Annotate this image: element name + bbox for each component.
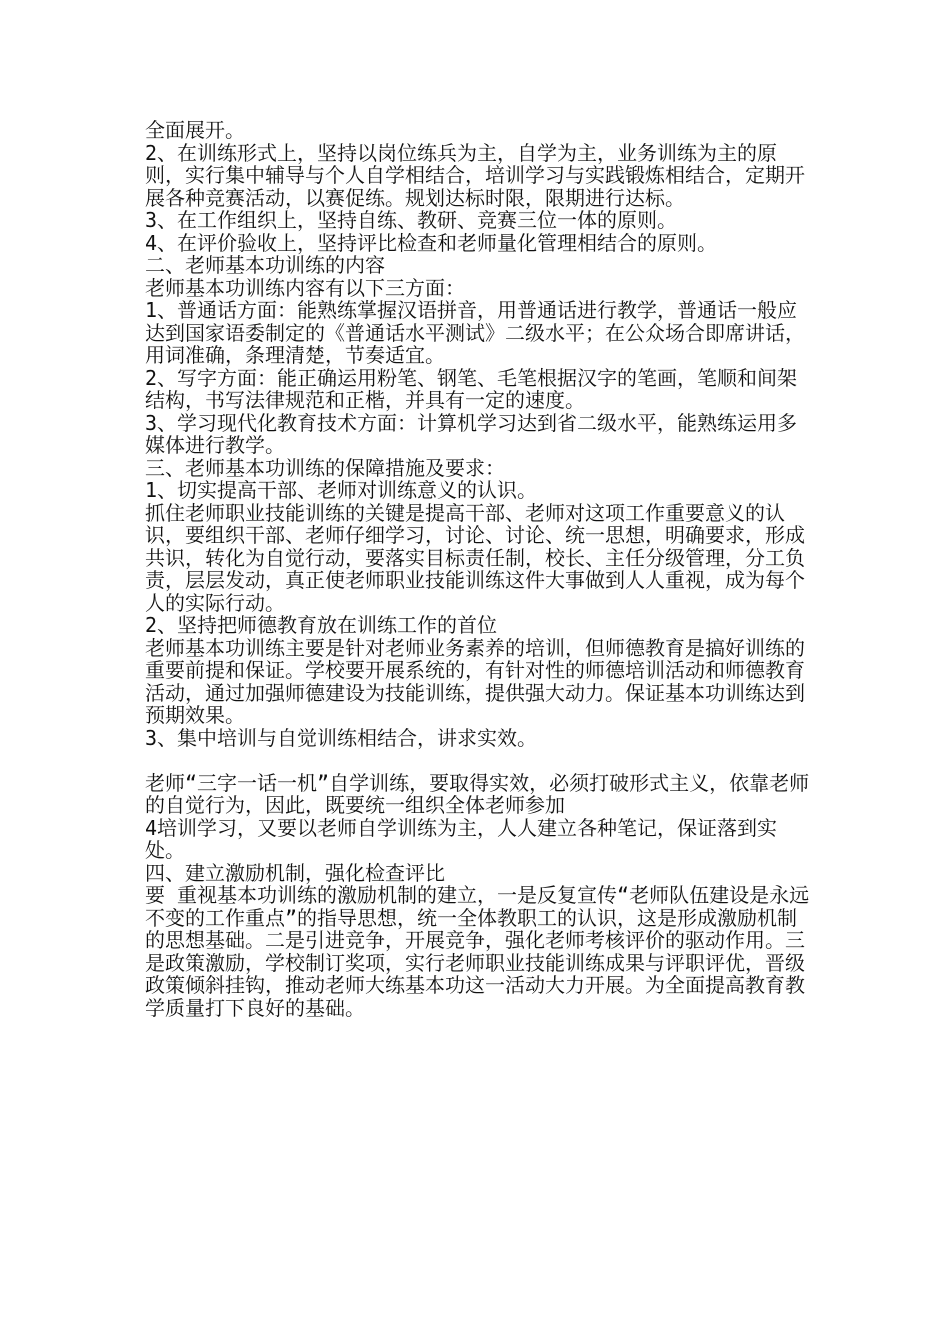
paragraph: 4培训学习，又要以老师自学训练为主，人人建立各种笔记，保证落到实处。 [145, 815, 778, 862]
section-heading: 四、建立激励机制，强化检查评比 [145, 860, 445, 885]
blank-line [145, 749, 810, 772]
paragraph: 老师基本功训练主要是针对老师业务素养的培训，但师德教育是搞好训练的重要前提和保证。学校要开展系统的，有针对性的师德培训活动和师德教育活动，通过加强师德建设为技能训练，提供强大动力。保证基本功训练达到预期效果。 [145, 635, 805, 727]
paragraph: 3、在工作组织上，坚持自练、教研、竞赛三位一体的原则。 [145, 208, 678, 232]
paragraph: 3、学习现代化教育技术方面：计算机学习达到省二级水平，能熟练运用多媒体进行教学。 [145, 410, 798, 457]
paragraph: 2、写字方面：能正确运用粉笔、钢笔、毛笔根据汉字的笔画，笔顺和间架结构，书写法律规范和正楷，并具有一定的速度。 [145, 365, 798, 412]
paragraph: 老师“三字一话一机”自学训练，要取得实效，必须打破形式主义，依靠老师的自觉行为，因此，既要统一组织全体老师参加 [145, 770, 810, 817]
paragraph: 1、切实提高干部、老师对训练意义的认识。 [145, 478, 538, 502]
paragraph: 3、集中培训与自觉训练相结合，讲求实效。 [145, 725, 538, 750]
paragraph: 2、在训练形式上，坚持以岗位练兵为主，自学为主，业务训练为主的原则，实行集中辅导与个人自学相结合，培训学习与实践锻炼相结合，定期开展各种竞赛活动，以赛促练。规划达标时限，限期进行达标。 [145, 140, 805, 210]
document-body [145, 119, 810, 1019]
paragraph: 全面展开。 [145, 118, 245, 142]
paragraph: 1、普通话方面：能熟练掌握汉语拼音，用普通话进行教学，普通话一般应达到国家语委制定的《普通话水平测试》二级水平；在公众场合即席讲话，用词准确，条理清楚，节奏适宜。 [145, 298, 805, 367]
section-heading: 三、老师基本功训练的保障措施及要求： [145, 455, 505, 480]
paragraph: 4、在评价验收上，坚持评比检查和老师量化管理相结合的原则。 [145, 230, 718, 255]
section-heading: 二、老师基本功训练的内容 [145, 253, 385, 277]
paragraph: 抓住老师职业技能训练的关键是提高干部、老师对这项工作重要意义的认识，要组织干部、老师仔细学习，讨论、讨论、统一思想，明确要求，形成共识，转化为自觉行动，要落实目标责任制，校长、主任分级管理，分工负责，层层发动，真正使老师职业技能训练这件大事做到人人重视，成为每个人的实际行动。 [145, 500, 805, 615]
paragraph: 老师基本功训练内容有以下三方面： [145, 275, 465, 300]
paragraph: 要 重视基本功训练的激励机制的建立，一是反复宣传“老师队伍建设是永远不变的工作重点”的指导思想，统一全体教职工的认识，这是形成激励机制的思想基础。二是引进竞争，开展竞争，强化老师考核评价的驱动作用。三是政策激励，学校制订奖项，实行老师职业技能训练成果与评职评优，晋级政策倾斜挂钩，推动老师大练基本功这一活动大力开展。为全面提高教育教学质量打下良好的基础。 [145, 883, 810, 1020]
paragraph: 2、坚持把师德教育放在训练工作的首位 [145, 613, 498, 637]
